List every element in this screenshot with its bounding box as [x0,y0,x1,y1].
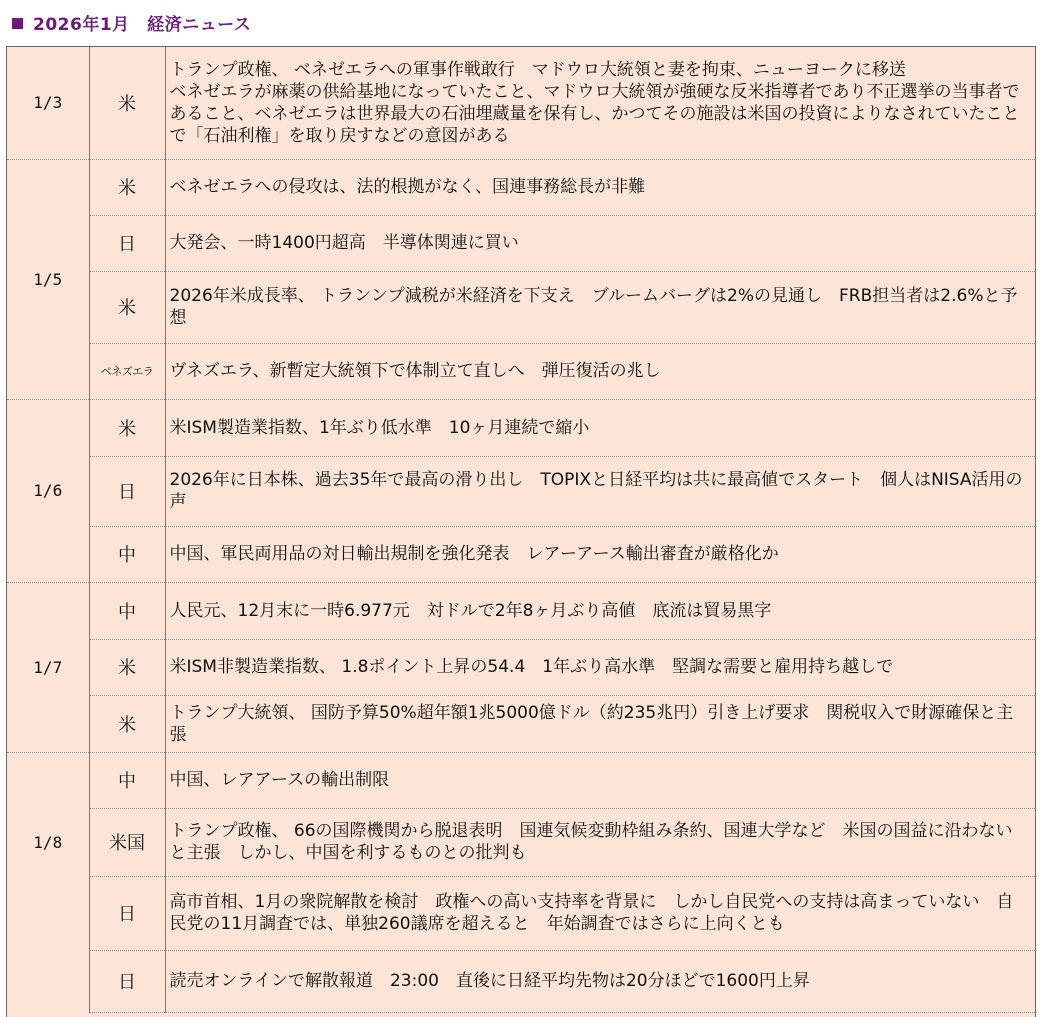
news-text-cell: 米ISM非製造業指数、 1.8ポイント上昇の54.4 1年ぶり高水準 堅調な需要と雇用持ち越しで [165,639,1035,695]
date-cell: 1/7 [7,582,89,752]
table-row [7,752,1035,808]
country-cell: ベネズエラ [89,343,165,399]
news-text-cell: 読売オンラインで解散報道 23:00 直後に日経平均先物は20分ほどで1600円上昇 [165,950,1035,1012]
country-cell: 中 [89,582,165,639]
country-cell: 米 [89,159,165,215]
table-row [7,526,1035,582]
news-text-cell: 米ISM製造業指数、1年ぶり低水準 10ヶ月連続で縮小 [165,399,1035,456]
table-row [7,808,1035,876]
country-cell: 米 [89,47,165,159]
news-text-cell: 大発会、一時1400円超高 半導体関連に買い [165,215,1035,271]
table-row [7,950,1035,1012]
date-cell: 1/3 [7,47,89,159]
page-title [12,10,251,35]
date-cell: 1/8 [7,752,89,1012]
country-cell: 米 [89,399,165,456]
country-cell: 米 [89,271,165,343]
news-text-cell: 中国、レアアースの輸出制限 [165,752,1035,808]
date-cell: 1/5 [7,159,89,399]
table-row [7,47,1035,159]
news-text-cell: 高市首相、1月の衆院解散を検討 政権への高い支持率を背景に しかし自民党への支持は高まっていない 自民党の11月調査では、単独260議席を超えると 年始調査ではさらに上向くとも [165,876,1035,950]
country-cell: 日 [89,215,165,271]
page-title-text: 2026年1月 経済ニュース [33,15,252,35]
country-cell: 中 [89,752,165,808]
news-text-cell: 2026年に日本株、過去35年で最高の滑り出し TOPIXと日経平均は共に最高値でスタート 個人はNISA活用の声 [165,456,1035,526]
news-line: トランプ政権、 ベネゼエラへの軍事作戦敢行 マドウロ大統領と妻を拘束、ニューヨークに移送 [169,59,906,80]
news-text-cell: 人民元、12月末に一時6.977元 対ドルで2年8ヶ月ぶり高値 底流は貿易黒字 [165,582,1035,639]
news-text-cell: ベネゼエラへの侵攻は、法的根拠がなく、国連事務総長が非難 [165,159,1035,215]
news-table [7,47,1035,1013]
table-row [7,399,1035,456]
news-text-cell [165,47,1035,159]
country-cell: 日 [89,950,165,1012]
table-row [7,695,1035,752]
country-cell: 中 [89,526,165,582]
country-cell: 日 [89,876,165,950]
table-row [7,582,1035,639]
news-table-container [6,46,1036,1017]
table-row [7,271,1035,343]
country-cell: 日 [89,456,165,526]
news-line [170,60,1020,146]
country-cell: 米 [89,639,165,695]
news-text-cell: 2026年米成長率、 トランンプ減税が米経済を下支え ブルームバーグは2%の見通し FRB担当者は2.6%と予想 [165,271,1035,343]
table-row [7,639,1035,695]
table-row [7,215,1035,271]
news-text-cell: ヴネズエラ、新暫定大統領下で体制立て直しへ 弾圧復活の兆し [165,343,1035,399]
news-line: ベネゼエラが麻薬の供給基地になっていたこと、マドウロ大統領が強硬な反米指導者であり不正選挙の当事者であること、ベネゼエラは世界最大の石油埋蔵量を保有し、かつてその施設は米国の投資によりなされていたことで「石油利権」を取り戻すなどの意図がある [169,81,1020,146]
date-cell: 1/6 [7,399,89,582]
table-row [7,876,1035,950]
table-row [7,159,1035,215]
news-text-cell: トランプ大統領、 国防予算50%超年額1兆5000億ドル（約235兆円）引き上げ要求 関税収入で財源確保と主張 [165,695,1035,752]
country-cell: 米国 [89,808,165,876]
table-row [7,343,1035,399]
news-text-cell: 中国、軍民両用品の対日輸出規制を強化発表 レアーアース輸出審査が厳格化か [165,526,1035,582]
table-row [7,456,1035,526]
title-square-icon [12,18,23,29]
country-cell: 米 [89,695,165,752]
news-text-cell: トランプ政権、 66の国際機関から脱退表明 国連気候変動枠組み条約、国連大学など 米国の国益に沿わないと主張 しかし、中国を利するものとの批判も [165,808,1035,876]
